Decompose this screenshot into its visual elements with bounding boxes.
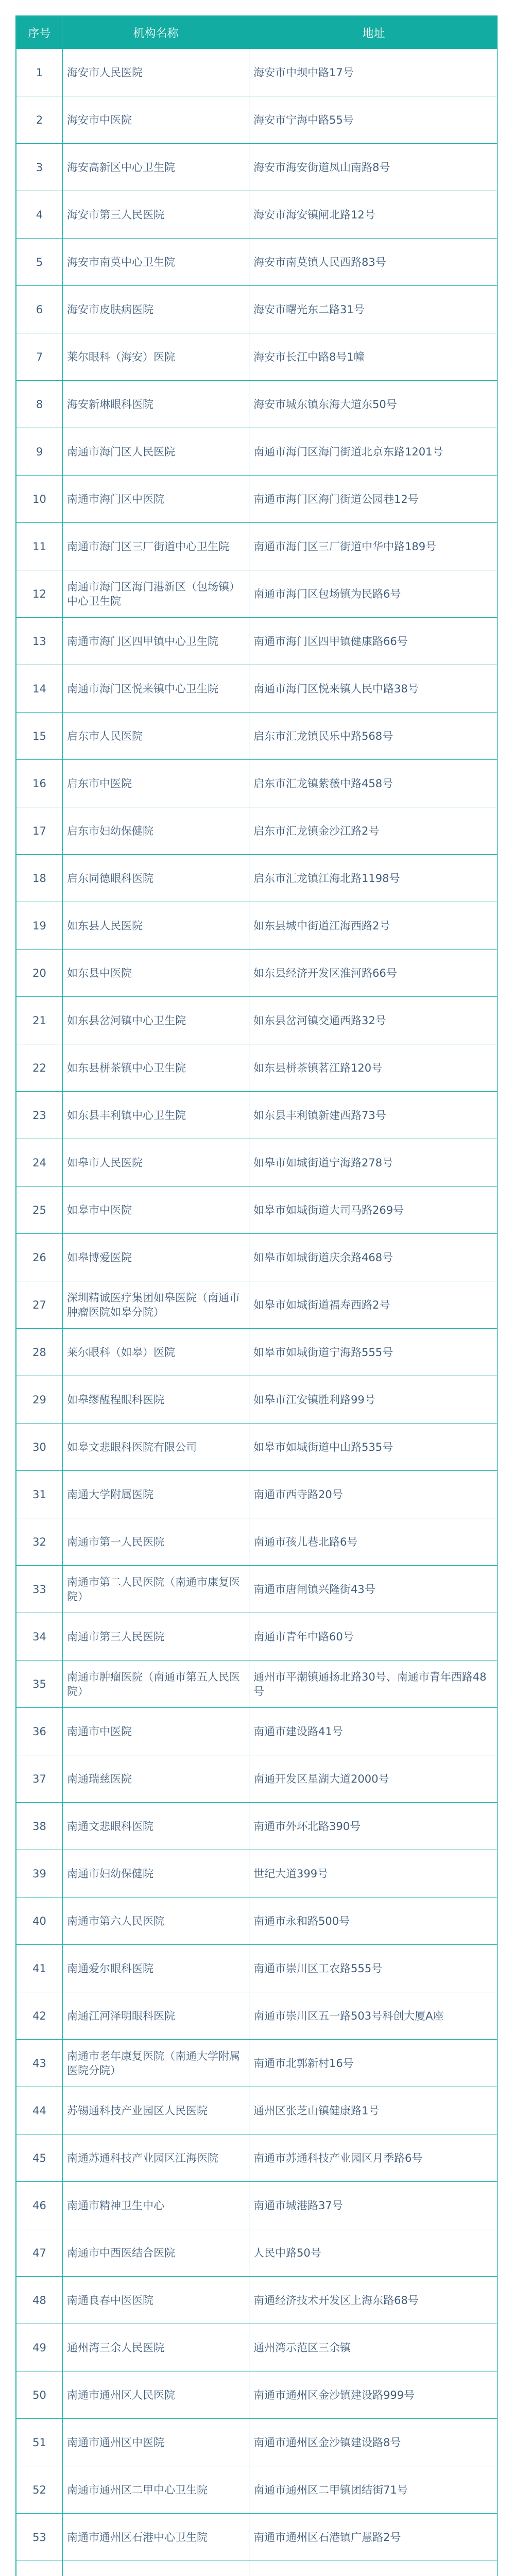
- row-index: 3: [16, 144, 63, 191]
- row-index: 1: [16, 49, 63, 96]
- institution-name-cell: 如东县人民医院: [63, 902, 249, 950]
- address-cell: 南通市西寺路20号: [249, 1471, 498, 1518]
- row-index: 25: [16, 1187, 63, 1234]
- row-index: 7: [16, 333, 63, 381]
- table-row: [16, 286, 498, 333]
- institution-name-cell: 如皋市人民医院: [63, 1139, 249, 1187]
- address-cell: 南通市通州区金沙镇建设路999号: [249, 2371, 498, 2419]
- address-cell: 南通市海门区海门街道公园巷12号: [249, 476, 498, 523]
- row-index: 17: [16, 807, 63, 855]
- table-row: [16, 2419, 498, 2466]
- table-row: [16, 2324, 498, 2371]
- institution-name-cell: 南通文悲眼科医院: [63, 1803, 249, 1850]
- institution-name-cell: 南通市海门区四甲镇中心卫生院: [63, 618, 249, 665]
- table-row: [16, 807, 498, 855]
- table-row: [16, 1423, 498, 1471]
- row-index: 47: [16, 2229, 63, 2277]
- row-index: 4: [16, 191, 63, 239]
- institution-name-cell: 南通苏通科技产业园区江海医院: [63, 2134, 249, 2182]
- institution-name-cell: 南通市老年康复医院（南通大学附属医院分院）: [63, 2040, 249, 2087]
- table-row: [16, 1518, 498, 1566]
- institution-name-cell: 启东市人民医院: [63, 713, 249, 760]
- table-row: [16, 1187, 498, 1234]
- institution-name-cell: 启东市中医院: [63, 760, 249, 807]
- institution-name-cell: [63, 2561, 249, 2576]
- table-row: [16, 523, 498, 570]
- institution-name-cell: 南通市第一人民医院: [63, 1518, 249, 1566]
- address-cell: 南通市永和路500号: [249, 1897, 498, 1945]
- institution-name-cell: 如皋文悲眼科医院有限公司: [63, 1423, 249, 1471]
- row-index: 21: [16, 997, 63, 1044]
- row-index: 52: [16, 2466, 63, 2514]
- institution-name-cell: 南通市中医院: [63, 1708, 249, 1755]
- address-cell: 通州市平潮镇通扬北路30号、南通市青年西路48号: [249, 1660, 498, 1708]
- address-cell: 南通市北郭新村16号: [249, 2040, 498, 2087]
- row-index: 19: [16, 902, 63, 950]
- address-cell: 启东市汇龙镇江海北路1198号: [249, 855, 498, 902]
- address-cell: 海安市长江中路8号1幢: [249, 333, 498, 381]
- row-index: 9: [16, 428, 63, 476]
- table-row: [16, 2514, 498, 2561]
- address-cell: 南通市青年中路60号: [249, 1613, 498, 1660]
- row-index: 40: [16, 1897, 63, 1945]
- address-cell: 南通市建设路41号: [249, 1708, 498, 1755]
- address-cell: 南通市通州区石港镇广慧路2号: [249, 2514, 498, 2561]
- address-cell: 通州湾示范区三余镇: [249, 2324, 498, 2371]
- row-index: 46: [16, 2182, 63, 2229]
- address-cell: 南通市崇川区工农路555号: [249, 1945, 498, 1992]
- address-cell: 南通市通州区二甲镇团结街71号: [249, 2466, 498, 2514]
- hospital-table-container: [15, 15, 498, 2576]
- institution-name-cell: 深圳精诚医疗集团如皋医院（南通市肿瘤医院如皋分院）: [63, 1281, 249, 1329]
- table-row: [16, 333, 498, 381]
- table-row: [16, 950, 498, 997]
- institution-name-cell: 海安市皮肤病医院: [63, 286, 249, 333]
- address-cell: 海安市南莫镇人民西路83号: [249, 239, 498, 286]
- row-index: 5: [16, 239, 63, 286]
- address-cell: 海安市宁海中路55号: [249, 96, 498, 144]
- institution-name-cell: 南通江河泽明眼科医院: [63, 1992, 249, 2040]
- table-row: [16, 902, 498, 950]
- header-row: [16, 16, 498, 49]
- address-cell: 如皋市江安镇胜利路99号: [249, 1376, 498, 1423]
- row-index: 26: [16, 1234, 63, 1281]
- table-header: [16, 16, 498, 49]
- institution-name-cell: 如皋博爱医院: [63, 1234, 249, 1281]
- row-index: 35: [16, 1660, 63, 1708]
- row-index: 32: [16, 1518, 63, 1566]
- table-row: [16, 1566, 498, 1613]
- institution-name-cell: 南通市肿瘤医院（南通市第五人民医院）: [63, 1660, 249, 1708]
- row-index: 36: [16, 1708, 63, 1755]
- institution-name-cell: 南通市第六人民医院: [63, 1897, 249, 1945]
- address-cell: 南通市海门区包场镇为民路6号: [249, 570, 498, 618]
- address-cell: 海安市海安镇闸北路12号: [249, 191, 498, 239]
- address-cell: 通州区张芝山镇健康路1号: [249, 2087, 498, 2134]
- row-index: 39: [16, 1850, 63, 1897]
- table-row: [16, 1708, 498, 1755]
- table-row: [16, 618, 498, 665]
- table-row: [16, 1992, 498, 2040]
- address-cell: 如皋市如城街道宁海路555号: [249, 1329, 498, 1376]
- institution-name-cell: 南通瑞慈医院: [63, 1755, 249, 1803]
- row-index: 51: [16, 2419, 63, 2466]
- institution-name-cell: 苏锡通科技产业园区人民医院: [63, 2087, 249, 2134]
- address-cell: 南通开发区星湖大道2000号: [249, 1755, 498, 1803]
- institution-name-cell: 如东县岔河镇中心卫生院: [63, 997, 249, 1044]
- address-cell: 海安市城东镇东海大道东50号: [249, 381, 498, 428]
- row-index: 22: [16, 1044, 63, 1092]
- row-index: 49: [16, 2324, 63, 2371]
- table-row: [16, 1139, 498, 1187]
- table-row: [16, 476, 498, 523]
- table-row: [16, 1281, 498, 1329]
- address-cell: 启东市汇龙镇紫薇中路458号: [249, 760, 498, 807]
- table-body: [16, 49, 498, 2576]
- row-index: 2: [16, 96, 63, 144]
- table-row: [16, 1803, 498, 1850]
- table-row: [16, 2182, 498, 2229]
- row-index: 13: [16, 618, 63, 665]
- institution-name-cell: 海安市第三人民医院: [63, 191, 249, 239]
- institution-name-cell: 如皋市中医院: [63, 1187, 249, 1234]
- address-cell: 南通市通州区金沙镇建设路8号: [249, 2419, 498, 2466]
- row-index: 23: [16, 1092, 63, 1139]
- table-row: [16, 1850, 498, 1897]
- row-index: 20: [16, 950, 63, 997]
- row-index: 42: [16, 1992, 63, 2040]
- address-cell: 南通经济技术开发区上海东路68号: [249, 2277, 498, 2324]
- header-institution-name: 机构名称: [63, 16, 249, 49]
- table-row: [16, 1471, 498, 1518]
- institution-name-cell: 南通市第三人民医院: [63, 1613, 249, 1660]
- address-cell: 如皋市如城街道中山路535号: [249, 1423, 498, 1471]
- address-cell: 海安市中坝中路17号: [249, 49, 498, 96]
- row-index: 6: [16, 286, 63, 333]
- table-row: [16, 1945, 498, 1992]
- address-cell: 南通市唐闸镇兴隆街43号: [249, 1566, 498, 1613]
- table-row: [16, 2561, 498, 2576]
- address-cell: 南通市孩儿巷北路6号: [249, 1518, 498, 1566]
- address-cell: [249, 2561, 498, 2576]
- row-index: 38: [16, 1803, 63, 1850]
- address-cell: 海安市海安街道凤山南路8号: [249, 144, 498, 191]
- row-index: 8: [16, 381, 63, 428]
- table-row: [16, 96, 498, 144]
- institution-name-cell: 南通大学附属医院: [63, 1471, 249, 1518]
- table-row: [16, 2040, 498, 2087]
- table-row: [16, 1234, 498, 1281]
- row-index: 31: [16, 1471, 63, 1518]
- address-cell: 南通市苏通科技产业园区月季路6号: [249, 2134, 498, 2182]
- table-row: [16, 2087, 498, 2134]
- institution-name-cell: 莱尔眼科（如皋）医院: [63, 1329, 249, 1376]
- row-index: 33: [16, 1566, 63, 1613]
- institution-name-cell: 南通市第二人民医院（南通市康复医院）: [63, 1566, 249, 1613]
- table-row: [16, 570, 498, 618]
- table-row: [16, 1044, 498, 1092]
- header-address: 地址: [249, 16, 498, 49]
- institution-name-cell: 南通市海门区人民医院: [63, 428, 249, 476]
- address-cell: 如皋市如城街道福寿西路2号: [249, 1281, 498, 1329]
- header-index: 序号: [16, 16, 63, 49]
- address-cell: 南通市城港路37号: [249, 2182, 498, 2229]
- address-cell: 如东县岔河镇交通西路32号: [249, 997, 498, 1044]
- address-cell: 启东市汇龙镇民乐中路568号: [249, 713, 498, 760]
- address-cell: 如东县栟茶镇茗江路120号: [249, 1044, 498, 1092]
- table-row: [16, 428, 498, 476]
- table-row: [16, 1613, 498, 1660]
- address-cell: 南通市海门区三厂街道中华中路189号: [249, 523, 498, 570]
- table-row: [16, 2371, 498, 2419]
- address-cell: 如皋市如城街道宁海路278号: [249, 1139, 498, 1187]
- row-index: 16: [16, 760, 63, 807]
- institution-name-cell: 海安市南莫中心卫生院: [63, 239, 249, 286]
- institution-name-cell: 南通市海门区海门港新区（包场镇）中心卫生院: [63, 570, 249, 618]
- address-cell: 如东县城中街道江海西路2号: [249, 902, 498, 950]
- table-row: [16, 1660, 498, 1708]
- address-cell: 人民中路50号: [249, 2229, 498, 2277]
- address-cell: 启东市汇龙镇金沙江路2号: [249, 807, 498, 855]
- table-row: [16, 2134, 498, 2182]
- row-index: 15: [16, 713, 63, 760]
- table-row: [16, 1755, 498, 1803]
- address-cell: 南通市海门区悦来镇人民中路38号: [249, 665, 498, 713]
- table-row: [16, 1897, 498, 1945]
- institution-name-cell: 南通市通州区中医院: [63, 2419, 249, 2466]
- institution-name-cell: 启东同德眼科医院: [63, 855, 249, 902]
- table-row: [16, 855, 498, 902]
- row-index: 14: [16, 665, 63, 713]
- row-index: 24: [16, 1139, 63, 1187]
- institution-name-cell: 如东县栟茶镇中心卫生院: [63, 1044, 249, 1092]
- row-index: 29: [16, 1376, 63, 1423]
- address-cell: 南通市海门区海门街道北京东路1201号: [249, 428, 498, 476]
- row-index: 45: [16, 2134, 63, 2182]
- table-row: [16, 1329, 498, 1376]
- table-row: [16, 760, 498, 807]
- address-cell: 南通市崇川区五一路503号科创大厦A座: [249, 1992, 498, 2040]
- table-row: [16, 191, 498, 239]
- row-index: 44: [16, 2087, 63, 2134]
- address-cell: 海安市曙光东二路31号: [249, 286, 498, 333]
- institution-name-cell: 南通市海门区中医院: [63, 476, 249, 523]
- table-row: [16, 2277, 498, 2324]
- row-index: 37: [16, 1755, 63, 1803]
- address-cell: 如皋市如城街道庆余路468号: [249, 1234, 498, 1281]
- row-index: [16, 2561, 63, 2576]
- address-cell: 南通市外环北路390号: [249, 1803, 498, 1850]
- table-row: [16, 713, 498, 760]
- table-row: [16, 1376, 498, 1423]
- hospital-table: [16, 16, 498, 2576]
- address-cell: 如皋市如城街道大司马路269号: [249, 1187, 498, 1234]
- address-cell: 南通市海门区四甲镇健康路66号: [249, 618, 498, 665]
- table-row: [16, 997, 498, 1044]
- address-cell: 如东县丰利镇新建西路73号: [249, 1092, 498, 1139]
- row-index: 28: [16, 1329, 63, 1376]
- institution-name-cell: 海安市中医院: [63, 96, 249, 144]
- table-row: [16, 1092, 498, 1139]
- institution-name-cell: 南通市通州区石港中心卫生院: [63, 2514, 249, 2561]
- table-row: [16, 665, 498, 713]
- row-index: 34: [16, 1613, 63, 1660]
- table-row: [16, 2466, 498, 2514]
- table-row: [16, 49, 498, 96]
- row-index: 43: [16, 2040, 63, 2087]
- institution-name-cell: 通州湾三余人民医院: [63, 2324, 249, 2371]
- table-row: [16, 2229, 498, 2277]
- institution-name-cell: 海安高新区中心卫生院: [63, 144, 249, 191]
- institution-name-cell: 南通市通州区二甲中心卫生院: [63, 2466, 249, 2514]
- institution-name-cell: 如东县中医院: [63, 950, 249, 997]
- row-index: 53: [16, 2514, 63, 2561]
- row-index: 18: [16, 855, 63, 902]
- row-index: 27: [16, 1281, 63, 1329]
- row-index: 41: [16, 1945, 63, 1992]
- institution-name-cell: 南通良春中医医院: [63, 2277, 249, 2324]
- institution-name-cell: 海安新琳眼科医院: [63, 381, 249, 428]
- institution-name-cell: 南通市通州区人民医院: [63, 2371, 249, 2419]
- row-index: 10: [16, 476, 63, 523]
- table-row: [16, 144, 498, 191]
- institution-name-cell: 莱尔眼科（海安）医院: [63, 333, 249, 381]
- institution-name-cell: 南通爱尔眼科医院: [63, 1945, 249, 1992]
- institution-name-cell: 南通市中西医结合医院: [63, 2229, 249, 2277]
- institution-name-cell: 海安市人民医院: [63, 49, 249, 96]
- institution-name-cell: 如皋缪醒程眼科医院: [63, 1376, 249, 1423]
- row-index: 50: [16, 2371, 63, 2419]
- institution-name-cell: 南通市海门区三厂街道中心卫生院: [63, 523, 249, 570]
- table-row: [16, 381, 498, 428]
- row-index: 12: [16, 570, 63, 618]
- institution-name-cell: 南通市海门区悦来镇中心卫生院: [63, 665, 249, 713]
- row-index: 11: [16, 523, 63, 570]
- row-index: 30: [16, 1423, 63, 1471]
- row-index: 48: [16, 2277, 63, 2324]
- institution-name-cell: 如东县丰利镇中心卫生院: [63, 1092, 249, 1139]
- table-row: [16, 239, 498, 286]
- institution-name-cell: 南通市精神卫生中心: [63, 2182, 249, 2229]
- institution-name-cell: 南通市妇幼保健院: [63, 1850, 249, 1897]
- address-cell: 如东县经济开发区淮河路66号: [249, 950, 498, 997]
- institution-name-cell: 启东市妇幼保健院: [63, 807, 249, 855]
- address-cell: 世纪大道399号: [249, 1850, 498, 1897]
